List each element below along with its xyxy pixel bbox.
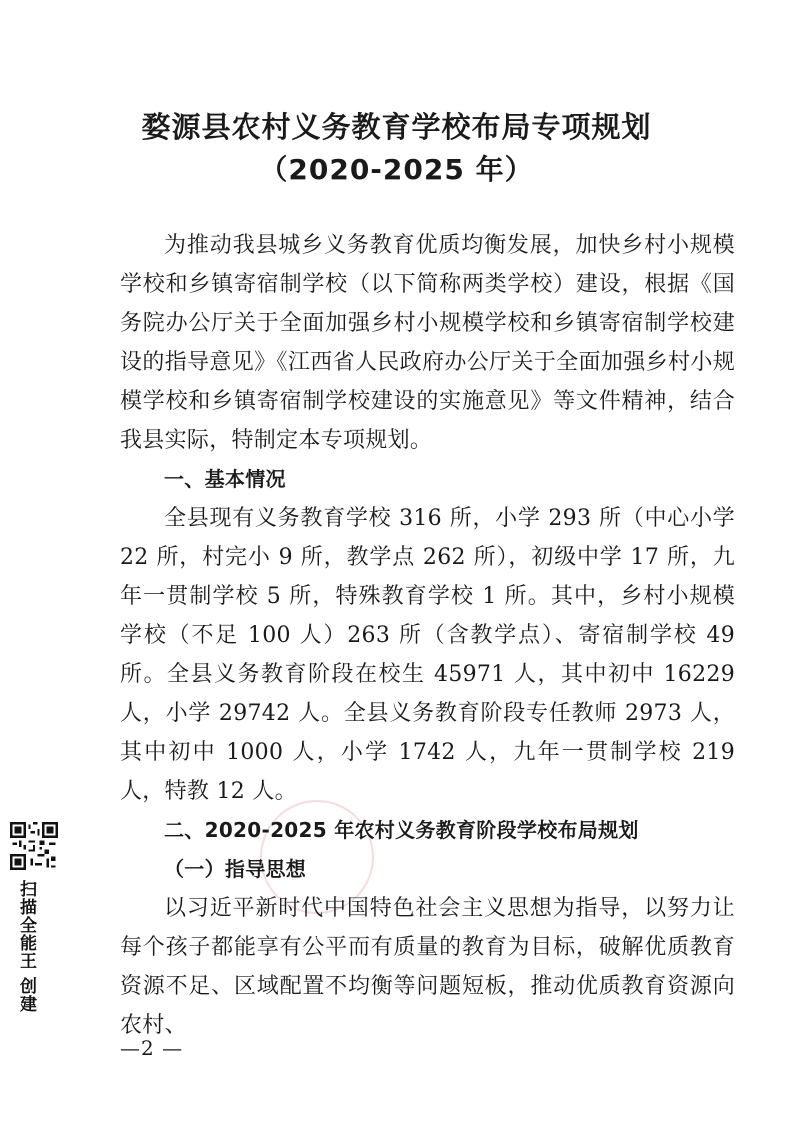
page-number: —2 — — [120, 1036, 184, 1060]
document-subtitle: （2020-2025 年） — [259, 153, 534, 186]
document-title: 婺源县农村义务教育学校布局专项规划 — [141, 110, 652, 144]
guiding-ideology-paragraph: 以习近平新时代中国特色社会主义思想为指导，以努力让每个孩子都能享有公平而有质量的教育为目标，破解优质教育资源不足、区域配置不均衡等问题短板，推动优质教育资源向农村、 — [120, 896, 735, 1038]
section-heading-basic-situation: 一、基本情况 — [164, 467, 286, 491]
qr-code-block — [10, 822, 62, 870]
scanner-watermark-text: 扫描全能王 创建 — [16, 880, 36, 1013]
subsection-heading-guiding-ideology: （一）指导思想 — [164, 857, 307, 881]
qr-code-icon — [10, 822, 58, 870]
document-body — [120, 226, 735, 1045]
intro-paragraph: 为推动我县城乡义务教育优质均衡发展，加快乡村小规模学校和乡镇寄宿制学校（以下简称两类学校）建设，根据《国务院办公厅关于全面加强乡村小规模学校和乡镇寄宿制学校建设的指导意见》《江西省人民政府办公厅关于全面加强乡村小规模学校和乡镇寄宿制学校建设的实施意见》等文件精神，结合我县实际，特制定本专项规划。 — [120, 233, 735, 453]
basic-situation-paragraph: 全县现有义务教育学校 316 所，小学 293 所（中心小学 22 所，村完小 9 所，教学点 262 所），初级中学 17 所，九年一贯制学校 5 所，特殊教育学校 1 所。其中，乡村小规模学校（不足 100 人）263 所（含教学点）、寄宿制学校 49 所。全县义务教育阶段在校生 45971 人，其中初中 16229 人，小学 29742 人。全县义务教育阶段专任教师 2973 人，其中初中 1000 人，小学 1742 人，九年一贯制学校 219 人，特教 12 人。 — [120, 506, 735, 804]
section-heading-layout-plan: 二、2020-2025 年农村义务教育阶段学校布局规划 — [164, 818, 639, 842]
